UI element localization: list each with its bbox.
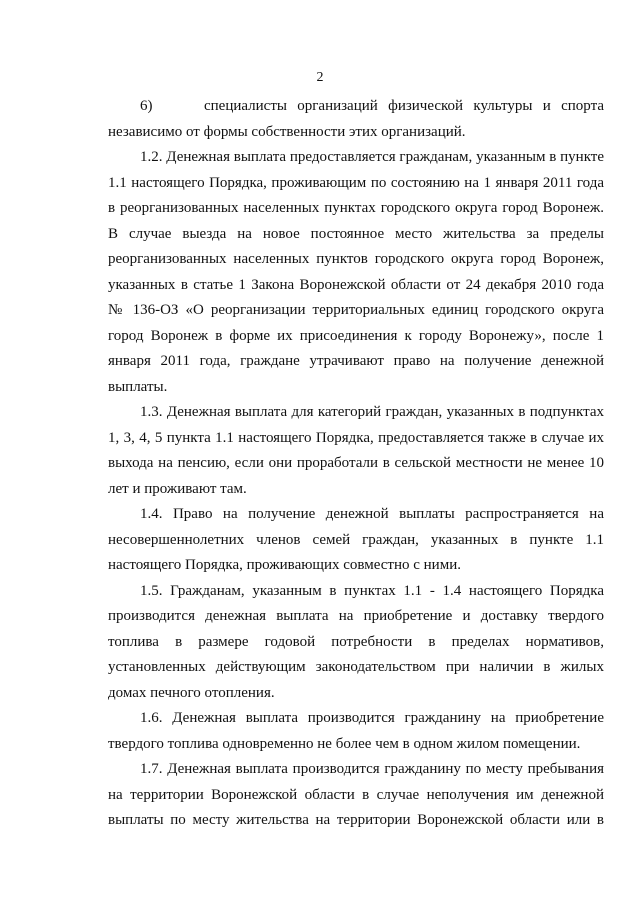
paragraph-item-1-4: 1.4. Право на получение денежной выплаты распространяется на несовершеннолетних членов семей граждан, указанных в пункте 1.1 настоящего Порядка, проживающих совместно с ними. [108,506,604,573]
paragraph-item-1-2: 1.2. Денежная выплата предоставляется гражданам, указанным в пункте 1.1 настоящего Порядка, проживающим по состоянию на 1 января 2011 года в реорганизованных населенных пунктах городского округа город Воронеж. В случае выезда на новое постоянное место жительства за пределы реорганизованных населенных пунктов городского округа город Воронеж, указанных в статье 1 Закона Воронежской области от 24 декабря 2010 года № 136-ОЗ «О реорганизации территориальных единиц городского округа город Воронеж в форме их присоединения к городу Воронежу», после 1 января 2011 года, граждане утрачивают право на получение денежной выплаты. [108,149,604,395]
paragraph-item-1-6: 1.6. Денежная выплата производится гражданину на приобретение твердого топлива одновременно не более чем в одном жилом помещении. [108,710,604,752]
paragraph-item-1-5: 1.5. Гражданам, указанным в пунктах 1.1 - 1.4 настоящего Порядка производится денежная выплата на приобретение и доставку твердого топлива в размере годовой потребности в пределах нормативов, установленных действующим законодательством при наличии в жилых домах печного отопления. [108,582,604,701]
document-body [108,94,604,834]
paragraph-item-1-3: 1.3. Денежная выплата для категорий граждан, указанных в подпунктах 1, 3, 4, 5 пункта 1.1 настоящего Порядка, предоставляется также в случае их выхода на пенсию, если они проработали в сельской местности не менее 10 лет и проживают там. [108,404,604,497]
paragraph-item-6: 6) специалисты организаций физической культуры и спорта независимо от формы собственности этих организаций. [108,98,604,140]
paragraph-item-1-7: 1.7. Денежная выплата производится гражданину по месту пребывания на территории Воронежской области в случае неполучения им денежной выплаты по месту жительства на территории Воронежской области или в [108,761,604,828]
page-number: 2 [316,70,324,85]
